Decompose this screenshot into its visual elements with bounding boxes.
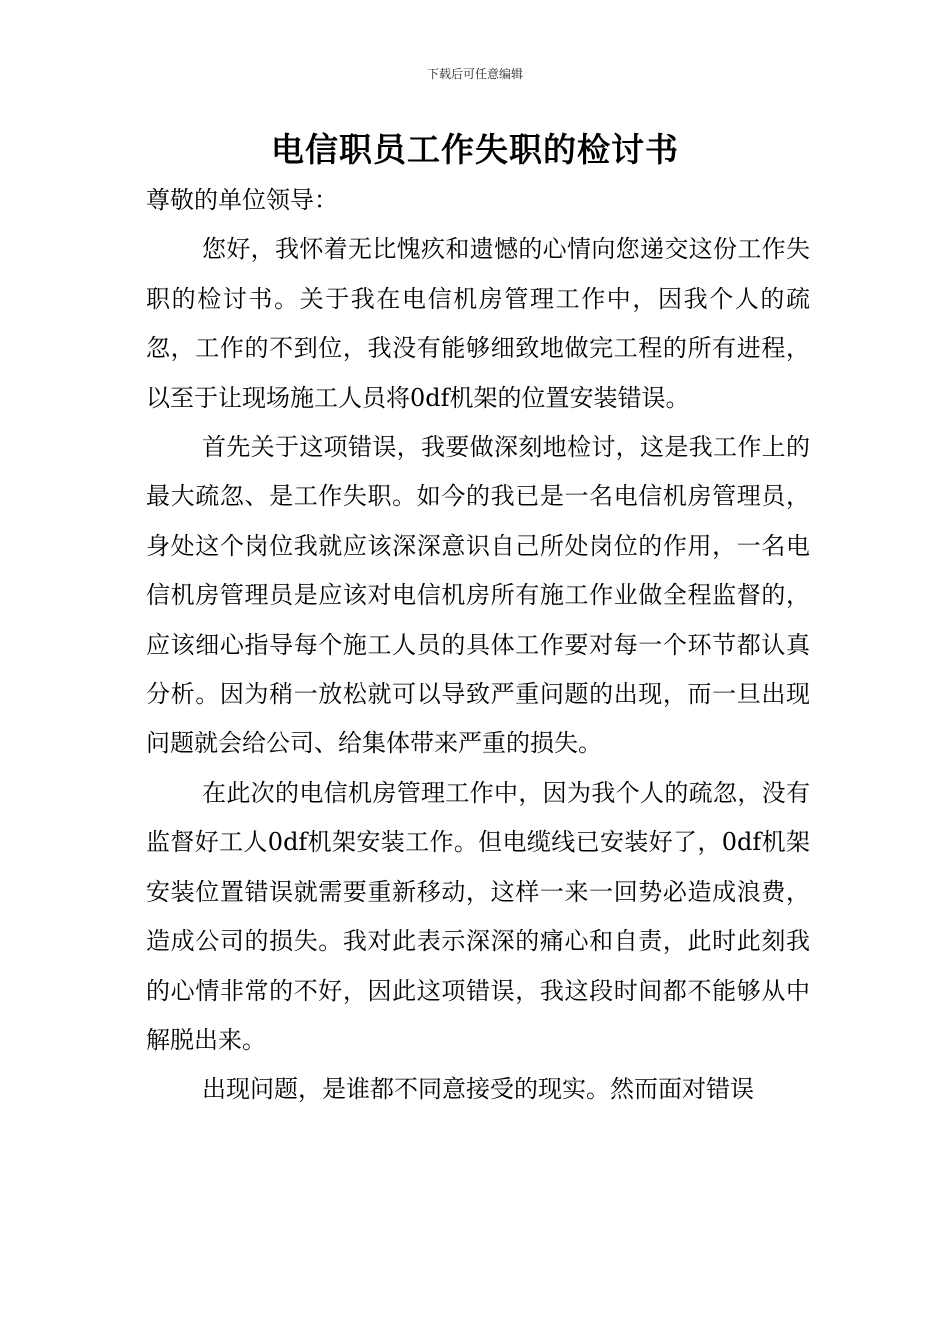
body-paragraph: 在此次的电信机房管理工作中，因为我个人的疏忽，没有监督好工人0df机架安装工作。但电缆线已安装好了，0df机架安装位置错误就需要重新移动，这样一来一回势必造成浪费，造成公司的损失。我对此表示深深的痛心和自责，此时此刻我的心情非常的不好，因此这项错误，我这段时间都不能够从中解脱出来。 — [146, 778, 810, 1054]
body-paragraph: 首先关于这项错误，我要做深刻地检讨，这是我工作上的最大疏忽、是工作失职。如今的我已是一名电信机房管理员，身处这个岗位我就应该深深意识自己所处岗位的作用，一名电信机房管理员是应该对电信机房所有施工作业做全程监督的，应该细心指导每个施工人员的具体工作要对每一个环节都认真分析。因为稍一放松就可以导致严重问题的出现，而一旦出现问题就会给公司、给集体带来严重的损失。 — [146, 433, 810, 758]
header-note: 下载后可任意编辑 — [426, 67, 523, 81]
body-paragraph: 出现问题，是谁都不同意接受的现实。然而面对错误 — [202, 1075, 754, 1104]
document-body — [146, 176, 810, 1115]
document-title: 电信职员工作失职的检讨书 — [271, 130, 679, 169]
body-paragraph: 您好，我怀着无比愧疚和遗憾的心情向您递交这份工作失职的检讨书。关于我在电信机房管理工作中，因我个人的疏忽，工作的不到位，我没有能够细致地做完工程的所有进程，以至于让现场施工人员将0df机架的位置安装错误。 — [146, 235, 810, 412]
salutation: 尊敬的单位领导： — [146, 186, 338, 214]
